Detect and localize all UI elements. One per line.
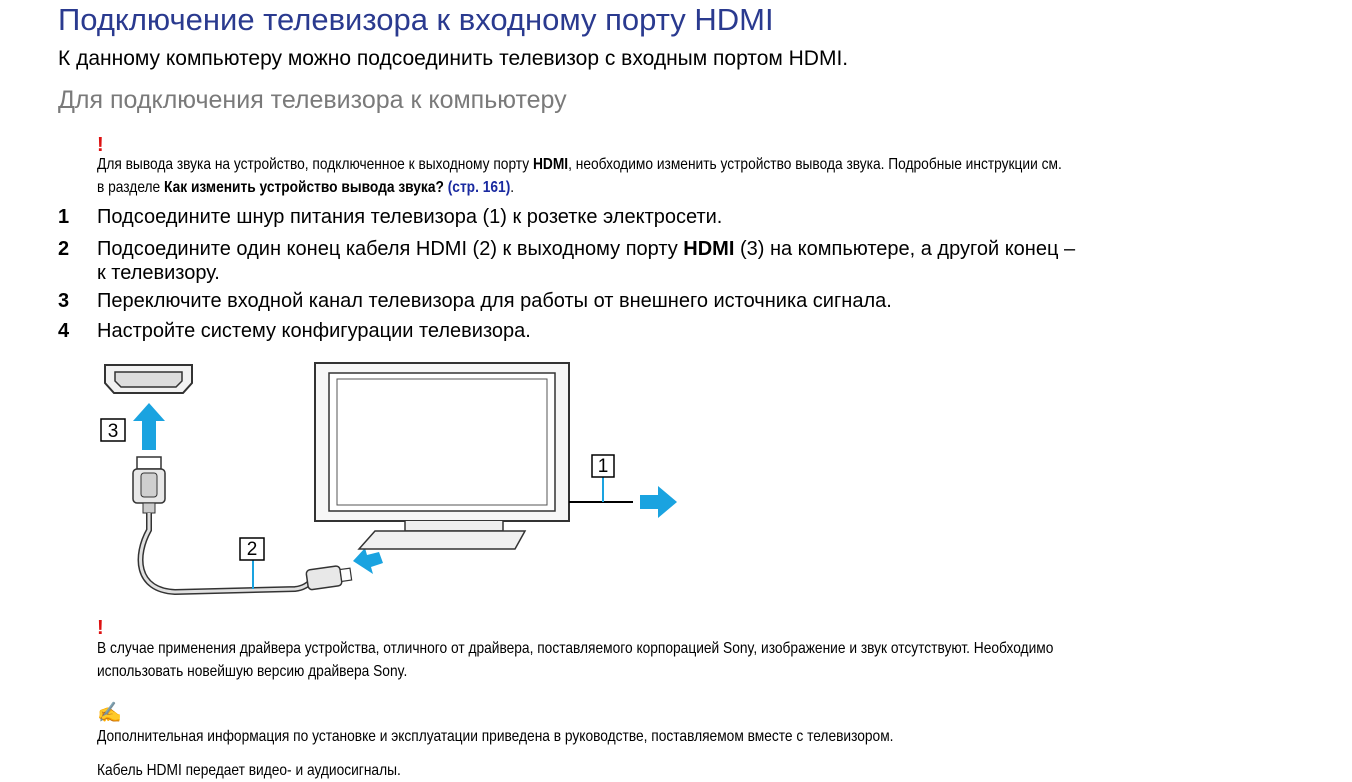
intro-text: К данному компьютеру можно подсоединить телевизор с входным портом HDMI. (58, 47, 849, 70)
step-number: 3 (58, 290, 70, 312)
hdmi-port-icon (105, 365, 192, 393)
label-2-text: 2 (246, 539, 258, 560)
warning-icon: ! (97, 617, 104, 639)
note-text-part: , необходимо изменить устройство вывода звука. Подробные инструкции см. (568, 156, 1062, 173)
note-line-1 (97, 153, 1062, 176)
label-1 (592, 455, 614, 477)
step-number: 4 (58, 320, 70, 342)
connection-diagram (95, 355, 695, 605)
note-text-part: в разделе (97, 179, 165, 196)
warning-icon: ! (97, 134, 104, 156)
page-reference-link[interactable]: (стр. 161) (447, 179, 511, 196)
step-text (97, 237, 1075, 285)
note-bold-topic: Как изменить устройство вывода звука? (164, 179, 444, 196)
label-2 (240, 538, 264, 560)
step-text-part: (3) на компьютере, а другой конец – (734, 238, 1076, 260)
arrow-icon (133, 403, 165, 450)
note-text (97, 637, 1053, 683)
note-line-2 (97, 176, 1062, 199)
tip-text: Кабель HDMI передает видео- и аудиосигналы. (97, 762, 401, 779)
label-3-text: 3 (107, 421, 119, 442)
arrow-icon (353, 548, 383, 574)
step-bold-port: HDMI (683, 238, 735, 260)
step-text: Подсоедините шнур питания телевизора (1) к розетке электросети. (97, 206, 723, 228)
page-title: Подключение телевизора к входному порту HDMI (58, 2, 774, 37)
note-text-part: . (510, 179, 515, 196)
label-3 (101, 419, 125, 442)
label-1-text: 1 (597, 456, 609, 477)
tip-text: Дополнительная информация по установке и эксплуатации приведена в руководстве, поставляемом вместе с телевизором. (97, 728, 894, 745)
hdmi-cable (141, 513, 313, 592)
step-text-part: к телевизору. (97, 262, 220, 284)
step-text-part: Подсоедините один конец кабеля HDMI (2) к выходному порту (97, 238, 684, 260)
note-bold-port: HDMI (532, 156, 569, 173)
step-number: 2 (58, 238, 70, 260)
section-subheading: Для подключения телевизора к компьютеру (58, 86, 567, 114)
step-number: 1 (58, 206, 70, 228)
note-text (97, 153, 1062, 199)
step-text: Настройте систему конфигурации телевизора. (97, 320, 531, 342)
note-line-2: использовать новейшую версию драйвера Sony. (97, 663, 408, 680)
hdmi-plug-icon (306, 564, 352, 590)
note-text-part: Для вывода звука на устройство, подключенное к выходному порту (97, 156, 533, 173)
tv-icon (315, 363, 569, 549)
note-line-1: В случае применения драйвера устройства, отличного от драйвера, поставляемого корпорацией Sony, изображение и звук отсутствуют. Необходимо (97, 640, 1054, 657)
pencil-icon: ✍ (97, 702, 122, 724)
hdmi-plug-icon (133, 457, 165, 513)
arrow-icon (640, 486, 677, 518)
step-text: Переключите входной канал телевизора для работы от внешнего источника сигнала. (97, 290, 892, 312)
